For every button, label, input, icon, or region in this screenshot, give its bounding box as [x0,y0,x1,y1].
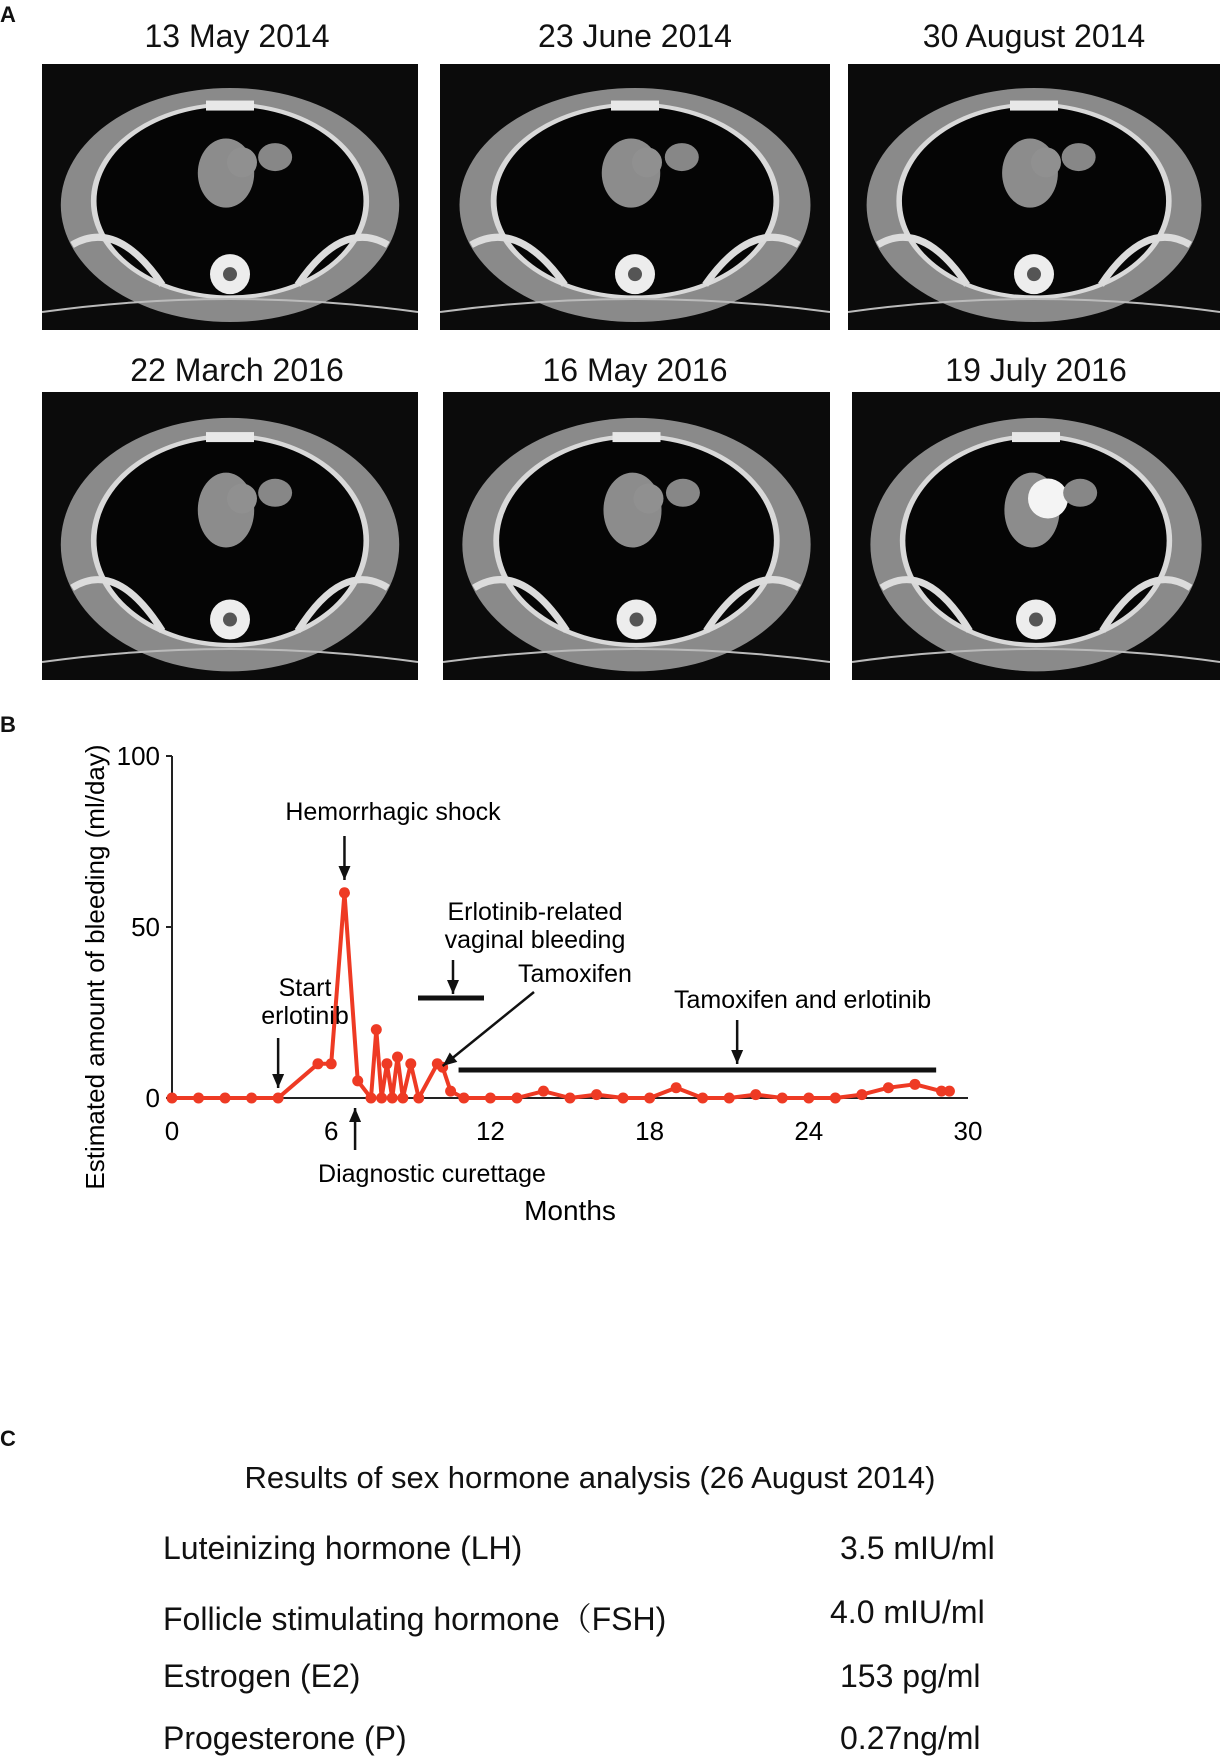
sternum [611,101,659,111]
data-point [883,1082,894,1093]
ct-drawing [440,64,830,330]
x-tick-label: 6 [323,1116,339,1146]
arrow-hemorrhagic-shock [338,836,350,880]
ct-scan-image-2 [440,64,830,330]
x-tick-label: 30 [953,1116,983,1146]
hormone-name-p: Progesterone (P) [163,1720,407,1756]
lesion [258,143,292,171]
ct-title-5: 16 May 2016 [542,352,728,388]
hormone-value-fsh: 4.0 mIU/ml [830,1594,985,1630]
data-point [167,1093,178,1104]
ct-drawing [848,64,1220,330]
data-point [565,1093,576,1104]
data-point [312,1058,323,1069]
annotation-erlotinib: erlotinib [261,1002,349,1030]
aorta [632,147,662,177]
ct-scan-image-4 [42,392,418,680]
ct-title-4: 22 March 2016 [130,352,344,388]
data-point [387,1093,398,1104]
data-point [381,1058,392,1069]
data-point [371,1024,382,1035]
hormone-value-p: 0.27ng/ml [840,1720,981,1756]
data-point [724,1093,735,1104]
x-tick-label: 24 [794,1116,824,1146]
data-point [246,1093,257,1104]
annotation-tamoxifen: Tamoxifen [518,960,632,988]
data-point [671,1082,682,1093]
annotation-tamoxifen-and-erlotinib: Tamoxifen and erlotinib [674,986,932,1014]
data-point [405,1058,416,1069]
data-point [750,1089,761,1100]
lesion [1063,479,1097,507]
sternum [613,432,661,442]
data-point [944,1086,955,1097]
ct-title-6: 19 July 2016 [945,352,1127,388]
x-tick-label: 18 [635,1116,665,1146]
annotation-start: Start [278,974,332,1002]
ct-scan-image-6 [852,392,1220,680]
ct-scan-image-5 [443,392,830,680]
aorta [1028,479,1068,519]
data-point [458,1093,469,1104]
annotation-hemorrhagic-shock: Hemorrhagic shock [285,798,501,826]
data-point [392,1051,403,1062]
data-point [326,1058,337,1069]
spinal-canal [630,613,644,627]
y-tick-label: 0 [145,1083,160,1113]
hormone-name-fsh: Follicle stimulating hormone（FSH) [163,1601,667,1637]
ct-scan-image-3 [848,64,1220,330]
aorta [1031,147,1061,177]
data-point [352,1075,363,1086]
ct-drawing [42,392,418,680]
data-point [511,1093,522,1104]
bleeding-chart [0,720,1221,1400]
data-point [376,1093,387,1104]
arrow-start-erlotinib [272,1038,284,1088]
ct-title-2: 23 June 2014 [538,18,732,54]
arrow-diagnostic-curettage [349,1108,361,1150]
lesion [258,479,292,507]
data-point [803,1093,814,1104]
annotation-diagnostic-curettage: Diagnostic curettage [318,1160,546,1188]
hormone-value-e2: 153 pg/ml [840,1658,981,1694]
spinal-canal [1029,613,1043,627]
sternum [206,101,254,111]
data-point [777,1093,788,1104]
panel-label-c: C [0,1426,16,1451]
y-axis-label: Estimated amount of bleeding (ml/day) [80,744,110,1190]
ct-title-1: 13 May 2014 [144,18,330,54]
data-point [397,1093,408,1104]
data-point [830,1093,841,1104]
hormone-name-e2: Estrogen (E2) [163,1658,361,1694]
ct-drawing [42,64,418,330]
spinal-canal [1027,267,1041,281]
annotation-erlotinib-related: Erlotinib-related [447,898,623,926]
data-point [273,1093,284,1104]
ct-scan-image-1 [42,64,418,330]
y-tick-label: 50 [131,912,160,942]
panel-label-a: A [0,2,16,27]
x-tick-label: 12 [475,1116,505,1146]
annotation-vaginal-bleeding: vaginal bleeding [444,926,626,954]
data-point [697,1093,708,1104]
ct-drawing [852,392,1220,680]
data-point [220,1093,231,1104]
spinal-canal [223,267,237,281]
data-point [339,887,350,898]
aorta [227,147,257,177]
spinal-canal [628,267,642,281]
sternum [1010,101,1058,111]
data-point [485,1093,496,1104]
data-point [909,1079,920,1090]
data-point [591,1089,602,1100]
ct-title-3: 30 August 2014 [922,18,1146,54]
sternum [206,432,254,442]
arrow-tamoxifen [443,992,534,1066]
arrow-erlotinib-related [447,960,459,994]
x-axis-label: Months [524,1195,616,1226]
data-point [193,1093,204,1104]
data-point [618,1093,629,1104]
hormone-value-lh: 3.5 mIU/ml [840,1530,995,1566]
arrow-tamoxifen-and-erlotinib [731,1020,743,1064]
data-point [538,1086,549,1097]
x-tick-label: 0 [164,1116,180,1146]
ct-drawing [443,392,830,680]
data-point [856,1089,867,1100]
data-point [644,1093,655,1104]
aorta [227,484,257,514]
y-tick-label: 100 [116,741,160,771]
data-point [445,1086,456,1097]
panel-label-b: B [0,712,16,737]
hormone-name-lh: Luteinizing hormone (LH) [163,1530,523,1566]
aorta [634,484,664,514]
lesion [1062,143,1096,171]
lesion [665,143,699,171]
data-point [413,1093,424,1104]
lesion [666,479,700,507]
sternum [1012,432,1060,442]
spinal-canal [223,613,237,627]
data-point [366,1093,377,1104]
hormone-table-title: Results of sex hormone analysis (26 August 2014) [244,1460,936,1495]
